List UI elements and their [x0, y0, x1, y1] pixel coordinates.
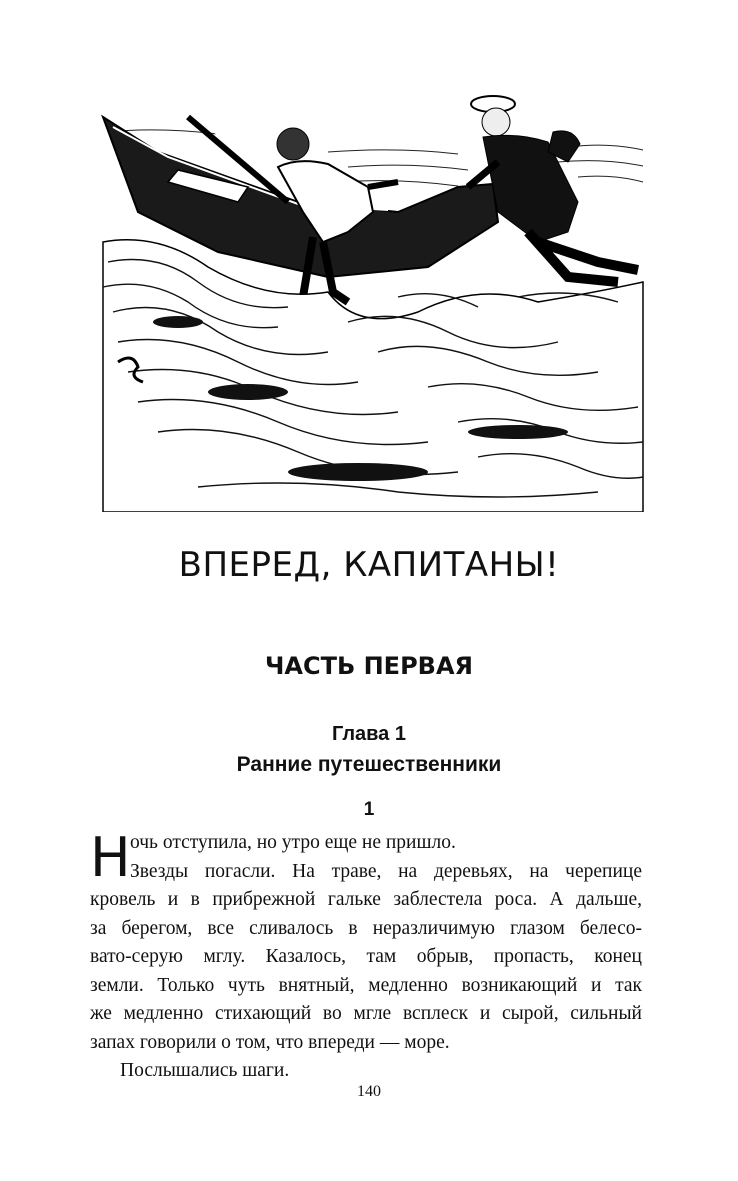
text-line: запах говорили о том, что впереди — море. [90, 1031, 450, 1053]
drop-cap: Н [90, 826, 131, 889]
book-title: ВПЕРЕД, КАПИТАНЫ! [178, 545, 560, 585]
chapter-title: Ранние путешественники [236, 753, 502, 776]
text-line: очь отступила, но утро еще не пришло. [130, 832, 456, 853]
chapter-number: Глава 1 [331, 723, 406, 745]
part-title: ЧАСТЬ ПЕРВАЯ [264, 652, 474, 680]
text-line: земли. Только чуть внятный, медленно возникающий и так [90, 974, 642, 996]
section-number: 1 [363, 799, 375, 820]
page-number: 140 [357, 1083, 381, 1100]
text-line: за берегом, все сливалось в неразличимую глазом белесо- [90, 917, 642, 939]
text-line: Послышались шаги. [120, 1060, 290, 1081]
text-line: вато-серую мглу. Казалось, там обрыв, пропасть, конец [90, 946, 642, 967]
text-line: кровель и в прибрежной гальке заблестела роса. А дальше, [90, 889, 642, 910]
body-text [90, 826, 642, 1086]
text-line: Звезды погасли. На траве, на деревьях, на черепице [130, 860, 642, 882]
boat-illustration [98, 92, 648, 512]
boat-launch-illustration-icon [98, 92, 648, 512]
text-line: же медленно стихающий во мгле всплеск и сырой, сильный [90, 1003, 642, 1024]
